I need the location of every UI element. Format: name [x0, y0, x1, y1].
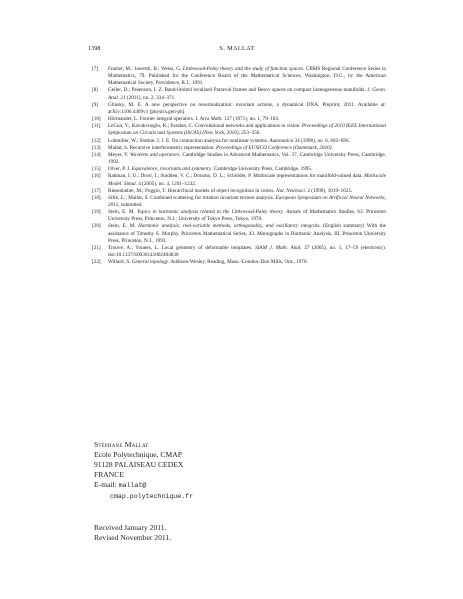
email-label: E-mail: [94, 480, 119, 489]
reference-number: [19] [92, 209, 101, 216]
reference-item [88, 195, 386, 209]
reference-title-italic: Harmonic analysis: real-variable methods, orthogonality, and oscillatory integrals [138, 223, 320, 230]
running-title: S. MALLAT [219, 45, 255, 52]
reference-number: [11] [92, 123, 101, 130]
reference-number: [22] [92, 259, 101, 266]
reference-number: [10] [92, 116, 101, 123]
reference-text-segment: 127 (1971), no. 1, 79–183. [222, 116, 280, 123]
reference-number: [8] [92, 87, 99, 94]
reference-text-segment: , submitted. [118, 201, 143, 208]
reference-text [108, 87, 386, 100]
reference-text [108, 259, 308, 265]
reference-item [88, 152, 386, 166]
reference-title-italic: Automatica [269, 137, 294, 144]
email-line [94, 480, 334, 491]
reference-text-segment: Mallat, S. Recursive interferometric representation. [108, 144, 217, 151]
reference-list [88, 66, 386, 266]
reference-text-segment: LeCun, Y.; Kavukvuoglu, K.; Farabet, C. Convolutional networks and applications in vision. [108, 123, 302, 130]
reference-text-segment: Riesenhuber, M.; Poggio, T. Hierarchical models of object recognition in cortex. [108, 187, 277, 194]
reference-number: [20] [92, 223, 101, 230]
reference-text-segment: . CBMS Regional Conference Series in Mathematics, 79. Published for the Conference Board of the Mathematical Sciences, Washington, D.C., by the American Mathematical Society, Providence, R.I., 1991. [108, 66, 387, 87]
reference-text-segment: . Addison-Wesley, Reading, Mass.–London–Don Mills, Ont., 1970. [168, 259, 308, 266]
reference-item [88, 138, 386, 145]
email-domain-line [94, 491, 334, 502]
email-user: mallat@ [118, 482, 147, 489]
reference-title-italic: Littlewood-Paley theory and the study of function spaces [182, 66, 303, 72]
reference-title-italic: Proceedings of EUSICO Conference (Danemark, 2010) [216, 144, 332, 151]
reference-text [108, 195, 386, 208]
reference-text-segment: Stein, E. M. [108, 223, 139, 230]
reference-title-italic: Equivalence, invariants and symmetry [131, 166, 212, 173]
reference-item [88, 209, 386, 223]
reference-text-segment: Sifre, L.; Mallat, S. Combined scattering for rotation invariant texture analysis. [108, 194, 276, 201]
page-number: 1398 [88, 45, 101, 52]
reference-text-segment: 37 (2005), no. 1, 17–59 (electronic). doi:10.1137/S0036141002404838 [108, 244, 386, 259]
reference-text-segment: . Annals of Mathematics Studies, 63. Princeton University Press, Princeton, N.J.; University of Tokyo Press, Tokyo, 1970. [108, 209, 386, 223]
reference-text [108, 152, 386, 165]
reference-text [108, 166, 312, 172]
reference-text-segment: 21 (2011), no. 2, 334–371. [119, 94, 176, 101]
reference-item [88, 173, 386, 187]
reference-number: [17] [92, 187, 101, 194]
reference-text-segment: . Cambridge Studies in Advanced Mathematics, Vol. 37. Cambridge University Press, Cambridge, 1992. [108, 151, 386, 166]
reference-item [88, 259, 386, 266]
reference-text [108, 123, 386, 136]
reference-text [108, 66, 386, 86]
reference-text [108, 102, 386, 115]
reference-item [88, 188, 386, 195]
reference-number: [18] [92, 194, 101, 201]
reference-text [108, 145, 333, 151]
reference-text-segment: 2 (1999), 1019–1025. [306, 187, 353, 194]
reference-title-italic: SIAM J. Math. Anal. [255, 244, 302, 251]
reference-text-segment: . Cambridge University Press, Cambridge, 1995. [211, 166, 313, 173]
reference-text-segment: . (English summary) With the assistance of Timothy S. Murphy. Princeton Mathematical Series, 43. Monographs in Harmonic Analysis, III. Princeton University Press, Princeton, N.J., 1993. [108, 223, 386, 244]
reference-title-italic: Proceedings of 2010 IEEE International Symposium on Circuits and Systems (ISCAS) (New York, 2010) [108, 123, 386, 137]
reference-item [88, 145, 386, 152]
reference-text [108, 116, 279, 122]
reference-text [108, 138, 350, 144]
reference-item [88, 223, 386, 244]
reference-number: [14] [92, 151, 101, 158]
reference-text-segment: Rahman, I. U.; Drori, I.; Stodden, V. C.; Donoho, D. L.; Schröder, P. Multiscale representations for manifold-valued data. [108, 173, 365, 180]
reference-text-segment: 34 (1998), no. 6, 683–696. [293, 137, 350, 144]
reference-text [108, 173, 386, 186]
reference-number: [9] [92, 101, 99, 108]
institution: Ecole Polytechnique, CMAP [94, 450, 182, 459]
reference-text-segment: . [331, 144, 333, 151]
author-address [94, 440, 334, 502]
reference-text-segment: Geller, D.; Pesenson, I. Z. Band-limited localized Parseval frames and Besov spaces on compact homogeneous manifolds. [108, 87, 368, 94]
reference-text-segment: Glinsky, M. E. A new perspective on renormalization: invariant actions, a dynamical DNA. Preprint, 2011. Available at: arXiv:1106.4369v1 [physics.gen-ph] [108, 101, 386, 115]
reference-number: [12] [92, 137, 101, 144]
country: FRANCE [94, 470, 124, 479]
reference-title-italic: Acta Math. [199, 116, 223, 123]
reference-number: [13] [92, 144, 101, 151]
reference-item [88, 123, 386, 137]
reference-item [88, 87, 386, 101]
reference-text-segment: Lohmiller, W.; Slotine, J. J. E. On contraction analysis for nonlinear systems. [108, 137, 270, 144]
email-domain: cmap.polytechnique.fr [110, 493, 194, 500]
reference-title-italic: European Symposium on Artificial Neural Networks, 2012 [108, 194, 386, 208]
city: 91128 PALAISEAU CEDEX [94, 460, 184, 469]
reference-title-italic: J. Geom. Anal. [108, 87, 386, 101]
reference-text-segment: Trouvé, A.; Younes, L. Local geometry of deformable templates. [108, 244, 256, 251]
reference-text [108, 245, 386, 258]
reference-item [88, 66, 386, 87]
reference-number: [16] [92, 173, 101, 180]
reference-text-segment: Meyer, Y. [108, 151, 131, 158]
reference-title-italic: Wavelets and operators [130, 151, 180, 158]
page-header [88, 45, 386, 55]
reference-number: [15] [92, 166, 101, 173]
reference-text-segment: Willard, S. [108, 259, 132, 266]
reference-text [108, 223, 386, 243]
revised-date: Revised November 2011. [94, 533, 172, 542]
reference-text-segment: Olver, P. J. [108, 166, 132, 173]
reference-text-segment: Hörmander, L. Fourier integral operators. I. [108, 116, 200, 123]
reference-text-segment: Frazier, M.; Jawerth, B.; Weiss, G. [108, 66, 183, 72]
reference-title-italic: Nat. Neurosci. [276, 187, 307, 194]
reference-item [88, 102, 386, 116]
reference-text-segment: Stein, E. M. [108, 209, 137, 216]
reference-number: [7] [92, 66, 99, 72]
author-name: Stéphane Mallat [94, 440, 149, 449]
reference-text [108, 188, 352, 194]
reference-title-italic: General topology [131, 259, 169, 266]
received-dates [94, 523, 171, 543]
reference-title-italic: Multiscale Model. Simul. [108, 173, 386, 187]
reference-text-segment: , 253–256. [238, 130, 261, 137]
reference-number: [21] [92, 244, 101, 251]
received-date: Received January 2011. [94, 523, 167, 532]
reference-text [108, 209, 386, 222]
reference-title-italic: Topics in harmonic analysis related to the Littlewood-Paley theory [137, 209, 283, 216]
reference-text-segment: 4 (2005), no. 4, 1201–1232. [136, 180, 197, 187]
reference-item [88, 245, 386, 259]
